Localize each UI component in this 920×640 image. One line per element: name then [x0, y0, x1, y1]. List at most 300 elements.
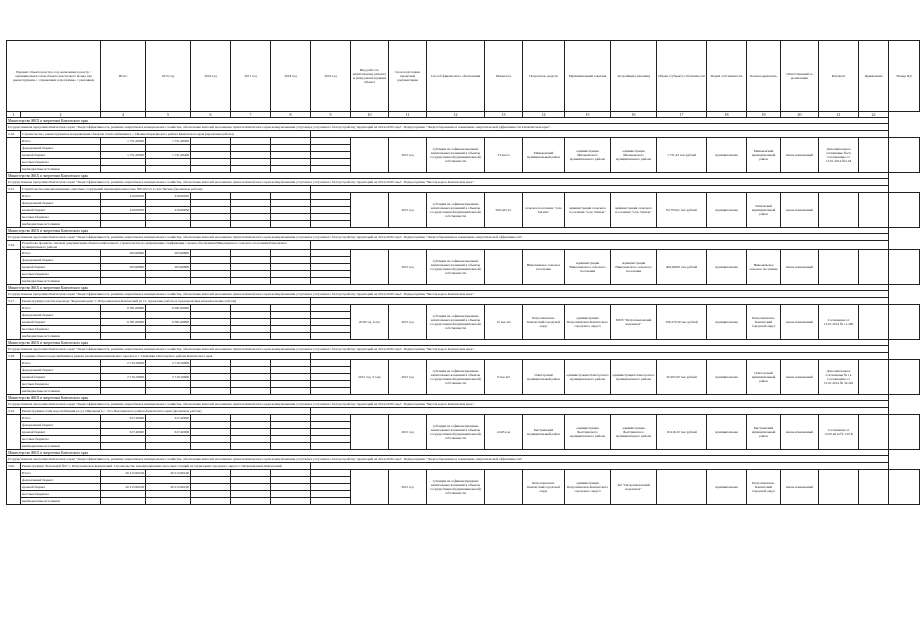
amount-2018 [271, 193, 311, 200]
amount-2016 [191, 264, 231, 271]
amount-2015 [146, 326, 191, 333]
object-title-row [7, 131, 920, 138]
amount-2015: 617,40000 [146, 429, 191, 436]
amount-2018 [271, 498, 311, 505]
fund-label: внебюджетные источники [21, 498, 101, 505]
detail-builder: администрация сельского поселения "село Тигиль" [611, 193, 657, 228]
ministry-label: Министерство ЖКХ и энергетики Камчатского края [7, 340, 889, 346]
amount-total [101, 159, 146, 166]
fund-row [7, 415, 920, 422]
amount-2017 [231, 374, 271, 381]
amount-2016 [191, 443, 231, 450]
amount-total: 6 581,69900 [101, 305, 146, 312]
detail-balance: Николаевское сельское поселение [747, 250, 781, 285]
fund-label: федеральный бюджет [21, 477, 101, 484]
amount-2016 [191, 271, 231, 278]
detail-recipient: Петропавловск-Камчатский городской округ [523, 305, 565, 340]
fund-label: местные бюджеты [21, 491, 101, 498]
amount-2019 [311, 422, 351, 429]
object-title: Реконструкция участка водовода "Березовая река" г. Петропавловск-Камчатский (в т.ч. проектные работы и предпроектные изыскательские работы) [21, 298, 311, 305]
amount-2018 [271, 415, 311, 422]
col-num: 20 [781, 112, 819, 118]
fund-label: федеральный бюджет [21, 200, 101, 207]
fund-label: Итого [21, 415, 101, 422]
ministry-label: Министерство ЖКХ и энергетики Камчатского края [7, 285, 889, 291]
detail-owner: муниципальная [707, 250, 747, 285]
amount-2019 [311, 477, 351, 484]
amount-2016 [191, 214, 231, 221]
detail-owner: муниципальная [707, 360, 747, 395]
amount-2016 [191, 319, 231, 326]
amount-2017 [231, 152, 271, 159]
amount-total [101, 498, 146, 505]
detail-resp: вновь начинаемый [781, 415, 819, 450]
amount-2015 [146, 422, 191, 429]
header-row [7, 41, 920, 112]
amount-2015 [146, 443, 191, 450]
fund-label: Итого [21, 360, 101, 367]
amount-2015: 210,00050 [146, 193, 191, 200]
amount-2015: 205,96800 [146, 250, 191, 257]
amount-2018 [271, 491, 311, 498]
amount-2019 [311, 388, 351, 395]
amount-total [101, 312, 146, 319]
program-label: Государственная программа Камчатского края "Энергоэффективность, развитие энергетики и коммунального хозяйства, обеспечение жителей населенных пунктов Камчатского края коммунальными услугами и услугами по благоустройству территорий на 2014-2018 годы". Подпрограмма "Чистая вода в Камчатском крае". [7, 401, 889, 408]
ministry-label: Министерство ЖКХ и энергетики Камчатского края [7, 450, 889, 456]
fund-label: Итого [21, 305, 101, 312]
amount-2017 [231, 257, 271, 264]
amount-2016 [191, 159, 231, 166]
amount-2019 [311, 443, 351, 450]
amount-2017 [231, 498, 271, 505]
header-cell: Результат [819, 41, 859, 112]
empty-cell [311, 131, 889, 138]
empty-cell [311, 241, 889, 250]
program-label: Государственная программа Камчатского края "Энергоэффективность, развитие энергетики и коммунального хозяйства, обеспечение жителей населенных пунктов Камчатского края коммунальными услугами и услугами по благоустройству территорий на 2014-2018 годы". Подпрограмма "Энергосбережение и повышение энергетической эффективности". [7, 234, 889, 241]
amount-total: 210,00050 [101, 193, 146, 200]
object-number: 3.18. [7, 353, 21, 360]
amount-2015 [146, 214, 191, 221]
header-cell: Застройщик (заказчик) [611, 41, 657, 112]
fund-label: Итого [21, 470, 101, 477]
amount-2015 [146, 221, 191, 228]
object-number: 3.16. [7, 241, 21, 250]
amount-2017 [231, 166, 271, 173]
amount-2019 [311, 138, 351, 145]
fund-label: местные бюджеты [21, 159, 101, 166]
amount-2017 [231, 138, 271, 145]
col-num: 16 [611, 112, 657, 118]
detail-builder: АО "Петропавловский водоканал" [611, 470, 657, 505]
fund-label: Итого [21, 138, 101, 145]
amount-2015: 20 215,90100 [146, 470, 191, 477]
col-num: 7 [231, 112, 271, 118]
amount-total: 20 215,90100 [101, 484, 146, 491]
detail-note: Соглашение от 13.01.2014 № 11-ПК [819, 305, 859, 340]
object-title: Строительство канализационных очистных сооружений производительностью 500 м3/сут в селе Тигиль (проектные работы) [21, 186, 311, 193]
amount-2015 [146, 278, 191, 285]
detail-note: Соглашение от 13.05.2014 № 132-Б [819, 415, 859, 450]
amount-total: 2 719,16000 [101, 374, 146, 381]
amount-2015: 2 719,16000 [146, 374, 191, 381]
empty-cell [311, 186, 889, 193]
amount-2016 [191, 145, 231, 152]
amount-2015 [146, 333, 191, 340]
amount-2016 [191, 207, 231, 214]
detail-builder: администрация Быстринского муниципального района [611, 415, 657, 450]
amount-2015 [146, 166, 191, 173]
amount-2015 [146, 312, 191, 319]
detail-work: субсидии на софинансирование капитальных вложений в объекты государственной (муниципальной) собственности [427, 250, 485, 285]
detail-resp: вновь начинаемый [781, 193, 819, 228]
detail-power [485, 470, 523, 505]
amount-total [101, 436, 146, 443]
amount-2016 [191, 333, 231, 340]
program-label: Государственная программа Камчатского края "Энергоэффективность, развитие энергетики и коммунального хозяйства, обеспечение жителей населенных пунктов Камчатского края коммунальными услугами и услугами по благоустройству территорий на 2014-2018 годы". Подпрограмма "Чистая вода в Камчатском крае". [7, 291, 889, 298]
amount-2015 [146, 257, 191, 264]
empty-cell [311, 298, 889, 305]
detail-builder: администрация Олюторского муниципального района [611, 360, 657, 395]
amount-2017 [231, 200, 271, 207]
amount-total: 205,96800 [101, 264, 146, 271]
object-number: 3.20. [7, 463, 21, 470]
empty-cell [889, 415, 920, 450]
ministry-label: Министерство ЖКХ и энергетики Камчатского края [7, 228, 889, 234]
amount-2017 [231, 145, 271, 152]
object-title-row [7, 186, 920, 193]
table-body [7, 112, 920, 505]
detail-customer: администрация Петропавловск-Камчатского городского округа [565, 470, 611, 505]
col-num: 12 [427, 112, 485, 118]
empty-cell [7, 470, 21, 505]
amount-2016 [191, 166, 231, 173]
amount-2016 [191, 381, 231, 388]
amount-2016 [191, 374, 231, 381]
amount-2017 [231, 278, 271, 285]
amount-2016 [191, 415, 231, 422]
detail-note: Дополнительное Соглашение №1 к Соглашению от 13.01.2014 № 32-ОЛ [819, 360, 859, 395]
amount-2017 [231, 381, 271, 388]
detail-year: 2015 год [389, 193, 427, 228]
amount-total [101, 221, 146, 228]
detail-balance: Мильковский муниципальный район [747, 138, 781, 173]
detail-balance: Быстринский муниципальный район [747, 415, 781, 450]
col-num: 6 [191, 112, 231, 118]
detail-note [819, 193, 859, 228]
amount-total [101, 145, 146, 152]
amount-2017 [231, 477, 271, 484]
amount-2017 [231, 305, 271, 312]
empty-cell [7, 415, 21, 450]
program-label: Государственная программа Камчатского края "Энергоэффективность, развитие энергетики и коммунального хозяйства, обеспечение жителей населенных пунктов Камчатского края коммунальными услугами и услугами по благоустройству территорий на 2014-2018 годы". Подпрограмма "Чистая вода в Камчатском крае". [7, 179, 889, 186]
object-title-row [7, 463, 920, 470]
amount-2016 [191, 278, 231, 285]
amount-2018 [271, 319, 311, 326]
detail-owner: муниципальная [707, 138, 747, 173]
detail-builder: Администрация Николаевского сельского поселения [611, 250, 657, 285]
amount-2018 [271, 138, 311, 145]
object-title: Создание объекта водоснабжения в рамках реализации комплексного проекта в с. Тиличики Олюторского района Камчатского края [21, 353, 311, 360]
detail-cost: 16 416,32 тыс.рублей [657, 415, 707, 450]
amount-2015 [146, 477, 191, 484]
detail-resp: вновь начинаемый [781, 360, 819, 395]
empty-cell [859, 360, 889, 395]
col-num: 4 [101, 112, 146, 118]
fund-row [7, 470, 920, 477]
amount-2018 [271, 477, 311, 484]
ministry-label: Министерство ЖКХ и энергетики Камчатского края [7, 118, 889, 124]
empty-cell [7, 138, 21, 173]
fund-label: внебюджетные источники [21, 333, 101, 340]
amount-total [101, 214, 146, 221]
amount-2018 [271, 200, 311, 207]
amount-2016 [191, 193, 231, 200]
amount-2015: 20 215,90100 [146, 484, 191, 491]
amount-total [101, 326, 146, 333]
amount-total: 617,40000 [101, 429, 146, 436]
amount-2015: 617,40000 [146, 415, 191, 422]
col-num: 14 [523, 112, 565, 118]
amount-2018 [271, 443, 311, 450]
amount-total [101, 271, 146, 278]
amount-2019 [311, 498, 351, 505]
fund-label: внебюджетные источники [21, 221, 101, 228]
amount-2018 [271, 166, 311, 173]
amount-2019 [311, 257, 351, 264]
empty-cell [889, 360, 920, 395]
detail-year: 2015 год [389, 250, 427, 285]
amount-2015: 6 581,69900 [146, 305, 191, 312]
detail-recipient: Быстринский муниципальный район [523, 415, 565, 450]
fund-label: федеральный бюджет [21, 367, 101, 374]
amount-2018 [271, 326, 311, 333]
amount-2019 [311, 360, 351, 367]
amount-2016 [191, 429, 231, 436]
amount-2018 [271, 152, 311, 159]
detail-balance: Олюторский муниципальный район [747, 360, 781, 395]
amount-total [101, 257, 146, 264]
detail-cost: 1 731,43 тыс.рублей [657, 138, 707, 173]
fund-row [7, 250, 920, 257]
amount-2016 [191, 152, 231, 159]
fund-label: местные бюджеты [21, 214, 101, 221]
amount-2017 [231, 415, 271, 422]
amount-2015: 210,00050 [146, 207, 191, 214]
amount-2017 [231, 319, 271, 326]
header-cell: Ответственный за реализацию [781, 41, 819, 112]
amount-2016 [191, 312, 231, 319]
program-row [7, 346, 920, 353]
amount-2015: 1 731,28400 [146, 138, 191, 145]
detail-balance: Тигильский муниципальный район [747, 193, 781, 228]
header-cell: 2019 год [311, 41, 351, 112]
detail-customer: администрация Петропавловск-Камчатского городского округа [565, 305, 611, 340]
fund-label: федеральный бюджет [21, 145, 101, 152]
amount-2016 [191, 498, 231, 505]
fund-label: Итого [21, 250, 101, 257]
fund-label: федеральный бюджет [21, 422, 101, 429]
header-cell: Получатель средств [523, 41, 565, 112]
empty-cell [859, 305, 889, 340]
col-num: 2 [21, 112, 101, 118]
detail-power: 9 тыс.м3 [485, 360, 523, 395]
detail-cost: 408,26925 тыс.рублей [657, 250, 707, 285]
detail-cost: 346 270,30 тыс.рублей [657, 305, 707, 340]
amount-2015 [146, 159, 191, 166]
header-cell: Примечание [859, 41, 889, 112]
fund-label: краевой бюджет [21, 319, 101, 326]
amount-2019 [311, 429, 351, 436]
amount-2018 [271, 214, 311, 221]
amount-2017 [231, 436, 271, 443]
header-cell: Вид работ по капитальному ремонту и (или) реконструкции объекта [351, 41, 389, 112]
amount-2019 [311, 278, 351, 285]
amount-total [101, 477, 146, 484]
amount-2017 [231, 388, 271, 395]
fund-row [7, 193, 920, 200]
amount-2019 [311, 415, 351, 422]
fund-row [7, 360, 920, 367]
detail-work: субсидии на софинансирование капитальных вложений в объекты государственной (муниципальной) собственности [427, 138, 485, 173]
amount-total [101, 367, 146, 374]
amount-2016 [191, 477, 231, 484]
amount-total: 617,40000 [101, 415, 146, 422]
detail-owner: муниципальная [707, 470, 747, 505]
empty-cell [7, 360, 21, 395]
amount-2018 [271, 388, 311, 395]
detail-work: субсидии на софинансирование капитальных вложений в объекты государственной (муниципальной) собственности [427, 415, 485, 450]
amount-2017 [231, 207, 271, 214]
amount-2016 [191, 388, 231, 395]
amount-total [101, 278, 146, 285]
amount-2019 [311, 484, 351, 491]
amount-2017 [231, 221, 271, 228]
amount-2019 [311, 200, 351, 207]
program-row [7, 401, 920, 408]
detail-extra [351, 138, 389, 173]
amount-2018 [271, 381, 311, 388]
amount-2017 [231, 271, 271, 278]
detail-recipient: сельское поселение "село Тигиль" [523, 193, 565, 228]
amount-total [101, 333, 146, 340]
amount-2015: 2 719,16000 [146, 360, 191, 367]
detail-resp: вновь начинаемый [781, 470, 819, 505]
amount-2016 [191, 221, 231, 228]
detail-customer: Администрация Николаевского сельского поселения [565, 250, 611, 285]
amount-2017 [231, 326, 271, 333]
empty-cell [889, 470, 920, 505]
amount-2017 [231, 367, 271, 374]
empty-cell [889, 305, 920, 340]
amount-2018 [271, 221, 311, 228]
amount-2019 [311, 381, 351, 388]
amount-2017 [231, 312, 271, 319]
detail-power: 4 643 п.м [485, 415, 523, 450]
amount-2015 [146, 381, 191, 388]
col-num: 21 [819, 112, 859, 118]
detail-extra [351, 415, 389, 450]
detail-power: 15 тыс.м3 [485, 305, 523, 340]
amount-total: 1 731,28400 [101, 152, 146, 159]
header-cell: 2015 год [146, 41, 191, 112]
amount-2016 [191, 200, 231, 207]
detail-balance: Петропавловск-Камчатский городской округ [747, 305, 781, 340]
amount-2016 [191, 326, 231, 333]
amount-2018 [271, 333, 311, 340]
amount-2019 [311, 264, 351, 271]
detail-cost: 30 403,50 тыс.рублей [657, 360, 707, 395]
detail-work: субсидии на софинансирование капитальных вложений в объекты государственной (муниципальной) собственности [427, 360, 485, 395]
fund-label: местные бюджеты [21, 271, 101, 278]
header-cell: Мощность [485, 41, 523, 112]
col-num: 13 [485, 112, 523, 118]
amount-2018 [271, 360, 311, 367]
detail-extra [351, 193, 389, 228]
amount-2019 [311, 207, 351, 214]
amount-2018 [271, 145, 311, 152]
fund-row [7, 138, 920, 145]
amount-2018 [271, 264, 311, 271]
header-cell: Способ финансового обеспечения [427, 41, 485, 112]
header-cell: Муниципальный заказчик [565, 41, 611, 112]
detail-customer: администрация Быстринского муниципального района [565, 415, 611, 450]
header-cell: Форма собственности [707, 41, 747, 112]
detail-customer: администрация Олюторского муниципального района [565, 360, 611, 395]
fund-label: краевой бюджет [21, 374, 101, 381]
empty-cell [7, 305, 21, 340]
detail-note [819, 470, 859, 505]
amount-2015: 205,96800 [146, 264, 191, 271]
amount-total: 2 719,16000 [101, 360, 146, 367]
amount-2018 [271, 312, 311, 319]
amount-2018 [271, 278, 311, 285]
amount-total [101, 166, 146, 173]
program-row [7, 456, 920, 463]
amount-2016 [191, 250, 231, 257]
fund-label: местные бюджеты [21, 381, 101, 388]
fund-label: краевой бюджет [21, 152, 101, 159]
detail-recipient: Мильковский муниципальный район [523, 138, 565, 173]
amount-2016 [191, 491, 231, 498]
amount-2016 [191, 257, 231, 264]
detail-resp: вновь начинаемый [781, 138, 819, 173]
object-title: Реконструкция сетей водоснабжения по ул. Школьная в с. Эссо Быстринского района Камчатского края (проектные работы) [21, 408, 311, 415]
amount-2017 [231, 250, 271, 257]
col-num: 17 [657, 112, 707, 118]
detail-recipient: Николаевское сельское поселение [523, 250, 565, 285]
amount-2018 [271, 436, 311, 443]
amount-2019 [311, 326, 351, 333]
amount-total [101, 443, 146, 450]
object-title-row [7, 298, 920, 305]
program-row [7, 234, 920, 241]
amount-2016 [191, 138, 231, 145]
amount-2019 [311, 305, 351, 312]
amount-2019 [311, 470, 351, 477]
col-num: 15 [565, 112, 611, 118]
amount-2016 [191, 422, 231, 429]
ministry-label: Министерство ЖКХ и энергетики Камчатского края [7, 395, 889, 401]
empty-cell [7, 250, 21, 285]
amount-2017 [231, 193, 271, 200]
amount-2019 [311, 491, 351, 498]
amount-2016 [191, 470, 231, 477]
detail-note [819, 250, 859, 285]
empty-cell [889, 250, 920, 285]
amount-2018 [271, 429, 311, 436]
detail-year: 2015 год [389, 305, 427, 340]
amount-2017 [231, 491, 271, 498]
